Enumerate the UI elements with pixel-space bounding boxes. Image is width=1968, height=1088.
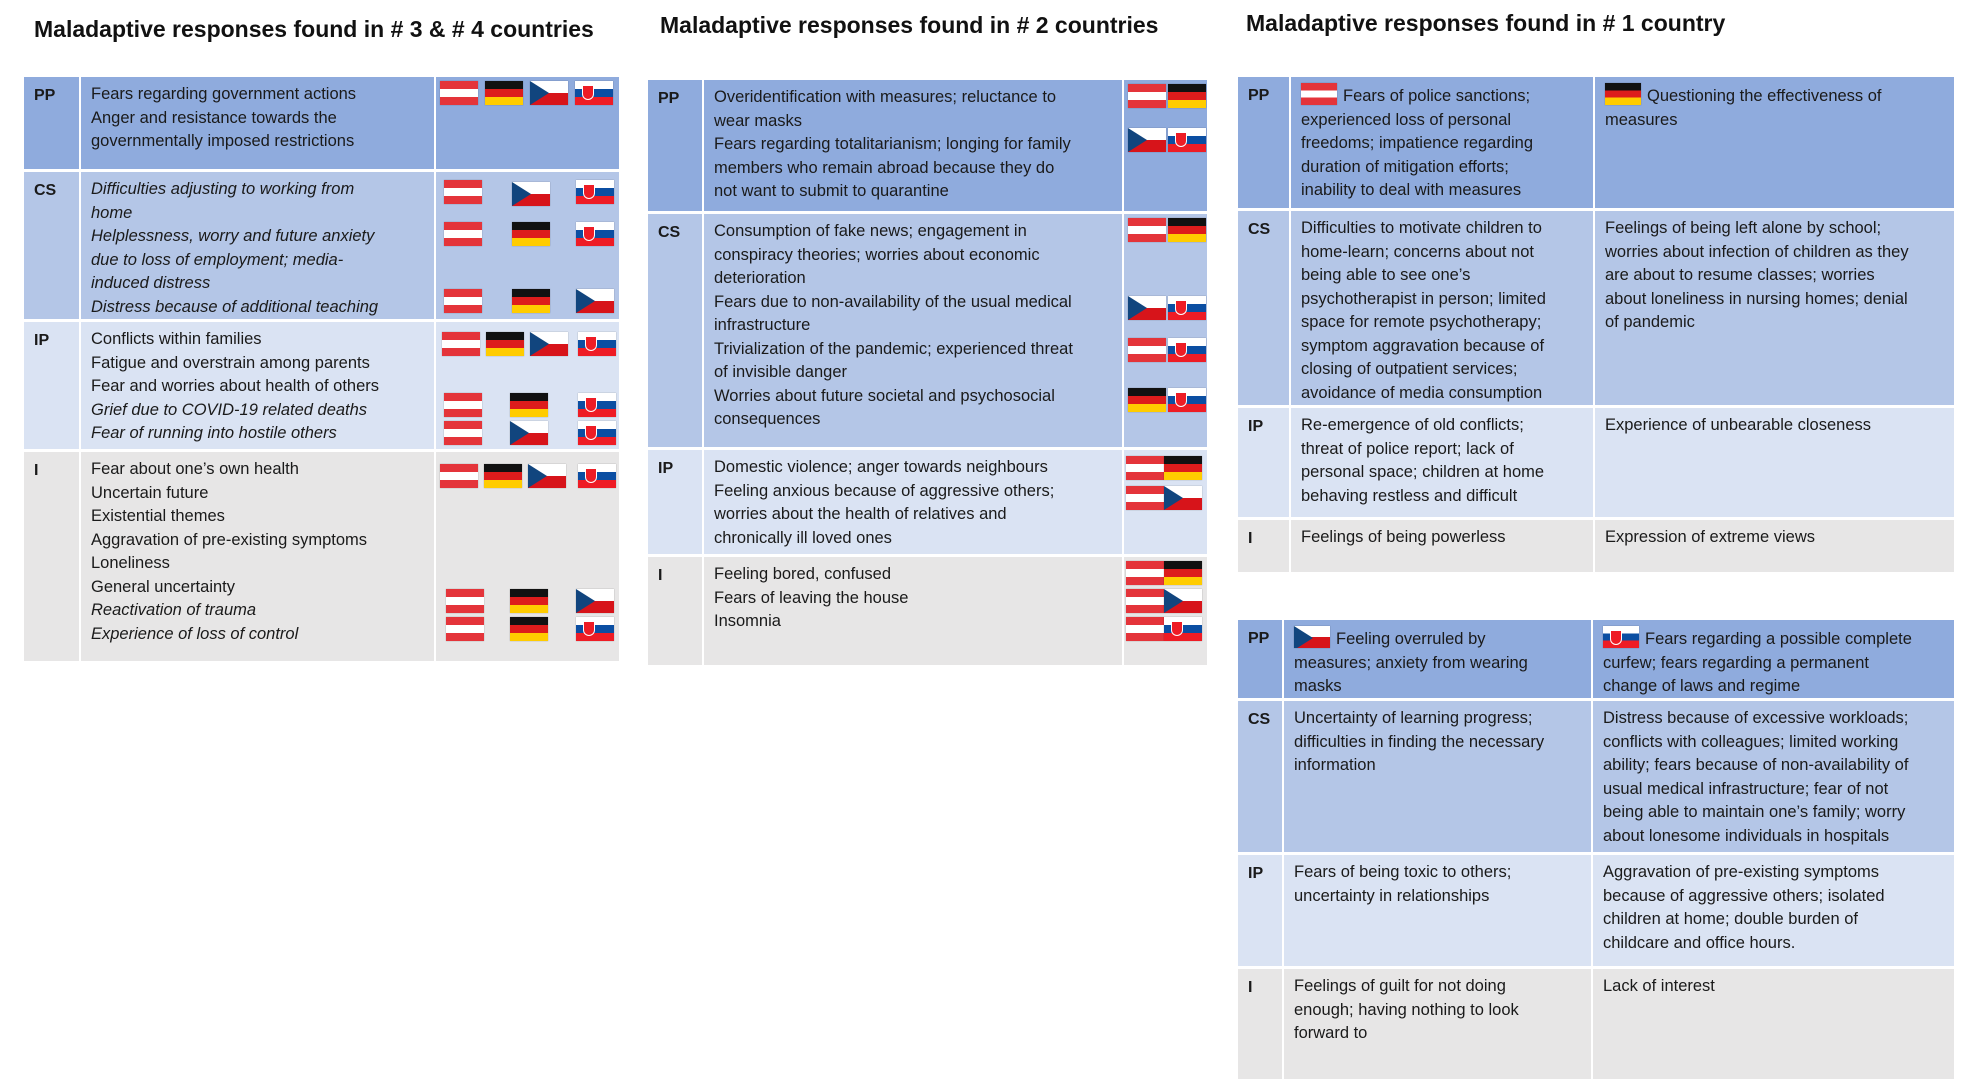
flags-cell	[434, 77, 619, 169]
response-text: Fears regarding a possible complete	[1645, 630, 1912, 648]
flags-cell	[1122, 557, 1207, 665]
row-cs	[24, 172, 619, 322]
slovakia-flag	[576, 222, 614, 246]
response-text: psychotherapist in person; limited	[1301, 289, 1546, 308]
row-pp	[648, 80, 1207, 214]
flags-cell	[434, 172, 619, 319]
responses-cell	[704, 80, 1122, 211]
slovakia-cell	[1591, 620, 1954, 698]
row-ip	[1238, 408, 1954, 520]
response-text: Distress because of additional teaching	[91, 297, 379, 316]
response-text: Distress because of excessive workloads;	[1603, 709, 1909, 727]
germany-flag	[512, 222, 550, 246]
response-text: curfew; fears regarding a permanent	[1603, 653, 1869, 672]
czechia-flag	[510, 421, 548, 445]
response-text: forward to	[1294, 1024, 1368, 1042]
response-text: Expression of extreme views	[1605, 528, 1815, 546]
response-text: freedoms; impatience regarding	[1301, 134, 1534, 152]
code-cs: CS	[1238, 701, 1284, 852]
response-text: symptom aggravation because of	[1301, 336, 1545, 355]
czechia-flag	[530, 332, 568, 356]
austria-flag	[446, 589, 484, 613]
austria-flag	[440, 464, 478, 488]
code-ip: IP	[1238, 855, 1284, 966]
slovakia-flag	[578, 332, 616, 356]
slovakia-flag	[1164, 617, 1202, 641]
response-text: consequences	[714, 410, 821, 428]
flags-cell	[434, 322, 619, 449]
slovakia-cell	[1591, 969, 1954, 1079]
austria-flag	[1126, 456, 1164, 480]
germany-flag	[1128, 388, 1166, 412]
response-text: Helplessness, worry and future anxiety	[91, 227, 375, 245]
response-text: masks	[1294, 677, 1342, 695]
response-text: Fears regarding totalitarianism; longing for family	[714, 135, 1071, 153]
response-text: deterioration	[714, 269, 806, 287]
response-text: experienced loss of personal	[1301, 110, 1512, 129]
response-text: Grief due to COVID-19 related deaths	[91, 400, 368, 419]
flags-cell	[1122, 450, 1207, 554]
response-text: Uncertainty of learning progress;	[1294, 709, 1533, 727]
response-text: of pandemic	[1605, 313, 1695, 331]
title-two-countries: Maladaptive responses found in # 2 countries	[660, 12, 1159, 38]
response-text: Fears due to non-availability of the usual medical	[714, 292, 1072, 311]
germany-flag	[510, 393, 548, 417]
austria-flag	[444, 180, 482, 204]
austria-flag	[444, 289, 482, 313]
austria-flag	[442, 332, 480, 356]
response-text: chronically ill loved ones	[714, 528, 892, 547]
response-text: threat of police report; lack of	[1301, 439, 1514, 458]
response-text: governmentally imposed restrictions	[91, 132, 355, 150]
response-text: Lack of interest	[1603, 977, 1715, 995]
response-text: Feeling overruled by	[1336, 630, 1486, 648]
germany-flag	[1168, 84, 1206, 108]
germany-cell	[1593, 211, 1954, 405]
response-text: conflicts with colleagues; limited working	[1603, 732, 1899, 751]
slovakia-flag	[575, 81, 613, 105]
row-cs	[1238, 701, 1954, 855]
flags-cell	[1122, 214, 1207, 447]
code-pp: PP	[1238, 620, 1284, 698]
row-pp	[24, 77, 619, 172]
austria-flag	[1126, 589, 1164, 613]
code-cs: CS	[648, 214, 704, 447]
response-text: Overidentification with measures; reluctance to	[714, 88, 1057, 106]
responses-cell	[704, 557, 1122, 665]
response-text: home	[91, 203, 133, 222]
response-text: induced distress	[91, 274, 211, 292]
czechia-flag	[528, 464, 566, 488]
responses-cell	[81, 322, 434, 449]
austria-flag	[1128, 84, 1166, 108]
title-three-four-countries: Maladaptive responses found in # 3 & # 4 countries	[34, 16, 594, 42]
response-text: infrastructure	[714, 316, 811, 334]
response-text: duration of mitigation efforts;	[1301, 157, 1509, 176]
row-pp	[1238, 620, 1954, 701]
response-text: closing of outpatient services;	[1301, 360, 1518, 378]
response-text: measures	[1605, 110, 1678, 129]
slovakia-flag	[1168, 338, 1206, 362]
austria-flag	[444, 222, 482, 246]
austria-cell	[1291, 408, 1593, 517]
austria-cell	[1291, 520, 1593, 572]
row-cs	[1238, 211, 1954, 408]
code-i: I	[1238, 520, 1291, 572]
slovakia-flag	[1168, 388, 1206, 412]
austria-flag	[1301, 83, 1337, 105]
response-text: Conflicts within families	[91, 330, 262, 348]
response-text: childcare and office hours.	[1603, 933, 1796, 952]
czechia-flag	[512, 182, 550, 206]
slovakia-flag	[576, 180, 614, 204]
response-text: members who remain abroad because they do	[714, 158, 1055, 177]
response-text: Feeling bored, confused	[714, 565, 892, 583]
response-text: Fears of being toxic to others;	[1294, 863, 1512, 881]
response-text: about lonesome individuals in hospitals	[1603, 826, 1890, 845]
response-text: about loneliness in nursing homes; denial	[1605, 289, 1908, 308]
table-one-country-austria-germany	[1238, 77, 1954, 572]
germany-cell	[1593, 77, 1954, 208]
response-text: Fears of leaving the house	[714, 588, 909, 607]
germany-cell	[1593, 408, 1954, 517]
response-text: Feeling anxious because of aggressive others;	[714, 481, 1055, 500]
response-text: being able to see one’s	[1301, 266, 1471, 284]
germany-flag	[1164, 561, 1202, 585]
response-text: Uncertain future	[91, 483, 209, 502]
response-text: Experience of unbearable closeness	[1605, 416, 1872, 434]
germany-flag	[512, 289, 550, 313]
response-text: information	[1294, 756, 1376, 774]
response-text: Fears regarding government actions	[91, 85, 357, 103]
response-text: Worries about future societal and psychosocial	[714, 386, 1055, 405]
code-i: I	[648, 557, 704, 665]
slovakia-flag	[576, 617, 614, 641]
table-two-countries	[648, 80, 1207, 665]
austria-flag	[1126, 561, 1164, 585]
germany-flag	[1164, 456, 1202, 480]
germany-flag	[485, 81, 523, 105]
response-text: avoidance of media consumption	[1301, 383, 1543, 402]
response-text: Aggravation of pre-existing symptoms	[91, 530, 368, 549]
germany-cell	[1593, 520, 1954, 572]
slovakia-cell	[1591, 855, 1954, 966]
czechia-flag	[1128, 296, 1166, 320]
response-text: space for remote psychotherapy;	[1301, 313, 1542, 331]
austria-flag	[1128, 338, 1166, 362]
response-text: Questioning the effectiveness of	[1647, 87, 1882, 105]
response-text: are about to resume classes; worries	[1605, 266, 1875, 284]
germany-flag	[1168, 218, 1206, 242]
slovakia-cell	[1591, 701, 1954, 852]
code-cs: CS	[1238, 211, 1291, 405]
germany-flag	[510, 589, 548, 613]
row-ip	[24, 322, 619, 452]
austria-flag	[446, 617, 484, 641]
czechia-cell	[1284, 701, 1591, 852]
czechia-cell	[1284, 969, 1591, 1079]
slovakia-flag	[1168, 128, 1206, 152]
czechia-flag	[576, 289, 614, 313]
response-text: Difficulties adjusting to working from	[91, 180, 355, 198]
response-text: Loneliness	[91, 554, 170, 572]
code-ip: IP	[24, 322, 81, 449]
slovakia-flag	[578, 464, 616, 488]
response-text: not want to submit to quarantine	[714, 182, 949, 200]
austria-flag	[444, 393, 482, 417]
response-text: Fears of police sanctions;	[1343, 87, 1531, 105]
response-text: measures; anxiety from wearing	[1294, 653, 1528, 672]
flags-cell	[1122, 80, 1207, 211]
response-text: Aggravation of pre-existing symptoms	[1603, 863, 1880, 881]
response-text: Fear about one’s own health	[91, 460, 299, 478]
czechia-cell	[1284, 855, 1591, 966]
code-ip: IP	[648, 450, 704, 554]
response-text: Insomnia	[714, 612, 781, 630]
response-text: personal space; children at home	[1301, 463, 1545, 481]
response-text: due to loss of employment; media-	[91, 250, 344, 269]
response-text: change of laws and regime	[1603, 677, 1801, 695]
code-i: I	[1238, 969, 1284, 1079]
response-text: usual medical infrastructure; fear of not	[1603, 779, 1889, 798]
row-ip	[648, 450, 1207, 557]
austria-cell	[1291, 77, 1593, 208]
response-text: Feelings of guilt for not doing	[1294, 977, 1506, 995]
response-text: conspiracy theories; worries about economic	[714, 245, 1040, 264]
row-i	[648, 557, 1207, 665]
czechia-flag	[1294, 626, 1330, 648]
austria-cell	[1291, 211, 1593, 405]
response-text: Fear and worries about health of others	[91, 377, 380, 395]
czechia-flag	[1128, 128, 1166, 152]
slovakia-flag	[1168, 296, 1206, 320]
row-i	[24, 452, 619, 661]
responses-cell	[81, 172, 434, 319]
code-ip: IP	[1238, 408, 1291, 517]
responses-cell	[81, 77, 434, 169]
response-text: Difficulties to motivate children to	[1301, 219, 1542, 237]
response-text: ability; fears because of non-availability of	[1603, 756, 1909, 774]
response-text: worries about the health of relatives and	[714, 505, 1007, 523]
czechia-flag	[1164, 486, 1202, 510]
row-cs	[648, 214, 1207, 450]
response-text: Anger and resistance towards the	[91, 108, 337, 127]
response-text: because of aggressive others; isolated	[1603, 886, 1885, 905]
code-pp: PP	[24, 77, 81, 169]
response-text: being able to maintain one’s family; worry	[1603, 803, 1906, 821]
slovakia-flag	[1603, 626, 1639, 648]
row-i	[1238, 969, 1954, 1079]
response-text: Existential themes	[91, 507, 225, 525]
germany-flag	[484, 464, 522, 488]
code-pp: PP	[648, 80, 704, 211]
response-text: enough; having nothing to look	[1294, 1000, 1519, 1019]
slovakia-flag	[578, 421, 616, 445]
response-text: wear masks	[714, 111, 803, 130]
response-text: Re-emergence of old conflicts;	[1301, 416, 1524, 434]
response-text: Feelings of being left alone by school;	[1605, 219, 1882, 237]
row-i	[1238, 520, 1954, 572]
response-text: uncertainty in relationships	[1294, 886, 1490, 905]
table-one-country-czechia-slovakia	[1238, 620, 1954, 1079]
flags-cell	[434, 452, 619, 661]
slovakia-flag	[578, 393, 616, 417]
czechia-flag	[576, 589, 614, 613]
response-text: worries about infection of children as they	[1605, 242, 1909, 261]
austria-flag	[440, 81, 478, 105]
response-text: of invisible danger	[714, 363, 847, 381]
czechia-cell	[1284, 620, 1591, 698]
czechia-flag	[530, 81, 568, 105]
code-cs: CS	[24, 172, 81, 319]
table-three-four-countries	[24, 77, 619, 661]
row-ip	[1238, 855, 1954, 969]
code-i: I	[24, 452, 81, 661]
response-text: General uncertainty	[91, 577, 235, 596]
response-text: Fear of running into hostile others	[91, 424, 337, 442]
austria-flag	[1126, 486, 1164, 510]
responses-cell	[704, 214, 1122, 447]
austria-flag	[1126, 617, 1164, 641]
germany-flag	[486, 332, 524, 356]
response-text: Experience of loss of control	[91, 624, 299, 643]
austria-flag	[1128, 218, 1166, 242]
response-text: Domestic violence; anger towards neighbours	[714, 458, 1048, 476]
czechia-flag	[1164, 589, 1202, 613]
response-text: children at home; double burden of	[1603, 910, 1859, 928]
title-one-country: Maladaptive responses found in # 1 country	[1246, 10, 1726, 36]
response-text: Reactivation of trauma	[91, 601, 257, 619]
response-text: behaving restless and difficult	[1301, 486, 1518, 505]
code-pp: PP	[1238, 77, 1291, 208]
responses-cell	[81, 452, 434, 661]
response-text: home-learn; concerns about not	[1301, 242, 1534, 261]
germany-flag	[510, 617, 548, 641]
row-pp	[1238, 77, 1954, 211]
response-text: Consumption of fake news; engagement in	[714, 222, 1027, 240]
response-text: inability to deal with measures	[1301, 181, 1522, 199]
response-text: Fatigue and overstrain among parents	[91, 353, 370, 372]
response-text: difficulties in finding the necessary	[1294, 732, 1545, 751]
response-text: Feelings of being powerless	[1301, 528, 1506, 546]
responses-cell	[704, 450, 1122, 554]
germany-flag	[1605, 83, 1641, 105]
response-text: Trivialization of the pandemic; experienced threat	[714, 339, 1073, 358]
austria-flag	[444, 421, 482, 445]
